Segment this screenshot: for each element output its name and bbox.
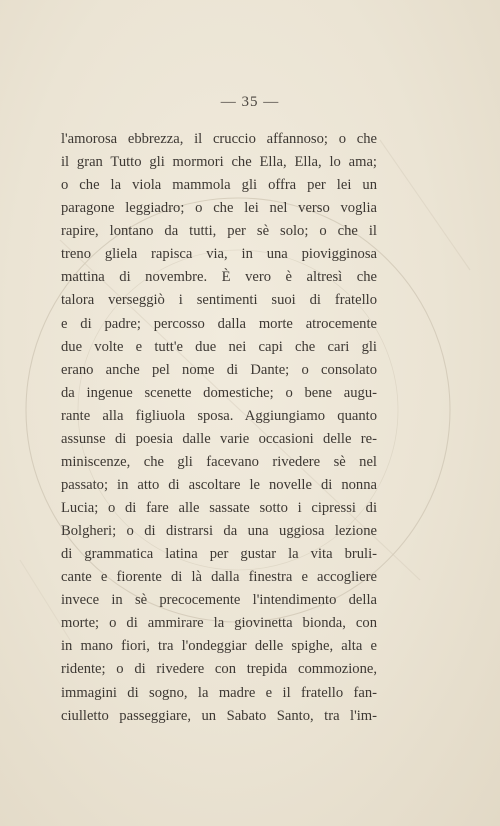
page-number: — 35 — xyxy=(220,94,280,110)
text-line: talora verseggiò i sentimenti suoi di fratello xyxy=(61,292,377,309)
text-line: in mano fiori, tra l'ondeggiar delle spighe, alta e xyxy=(61,638,377,655)
text-line: mattina di novembre. È vero è altresì che xyxy=(61,269,377,286)
text-line: due volte e tutt'e due nei capi che cari gli xyxy=(61,338,377,355)
text-line: invece in sè precocemente l'intendimento della xyxy=(61,592,377,609)
text-line: ridente; o di rivedere con trepida commozione, xyxy=(61,661,377,678)
text-line: e di padre; percosso dalla morte atrocemente xyxy=(61,315,377,332)
text-line: paragone leggiadro; o che lei nel verso voglia xyxy=(61,200,377,217)
text-line: Lucia; o di fare alle sassate sotto i cipressi di xyxy=(61,500,377,516)
text-line: o che la viola mammola gli offra per lei un xyxy=(61,177,377,194)
text-line: il gran Tutto gli mormori che Ella, Ella, lo ama; xyxy=(61,154,377,171)
text-line: passato; in atto di ascoltare le novelle di nonna xyxy=(61,476,377,493)
text-line: cante e fiorente di là dalla finestra e accogliere xyxy=(61,569,377,586)
text-line: rapire, lontano da tutti, per sè solo; o che il xyxy=(61,223,377,240)
text-line: miniscenze, che gli facevano rivedere sè nel xyxy=(61,453,377,470)
text-line: erano anche pel nome di Dante; o consolato xyxy=(61,361,377,378)
body-text xyxy=(61,128,377,728)
text-line: morte; o di ammirare la giovinetta bionda, con xyxy=(61,615,377,632)
text-line: di grammatica latina per gustar la vita bruli- xyxy=(61,546,377,563)
text-line: immagini di sogno, la madre e il fratello fan- xyxy=(61,684,377,701)
text-line: assunse di poesia dalle varie occasioni delle re- xyxy=(61,430,377,447)
text-line: da ingenue scenette domestiche; o bene augu- xyxy=(61,384,377,401)
text-line: l'amorosa ebbrezza, il cruccio affannoso; o che xyxy=(61,131,377,147)
text-line: rante alla figliuola sposa. Aggiungiamo quanto xyxy=(61,407,377,424)
text-line: treno gliela rapisca via, in una piovigginosa xyxy=(61,246,377,263)
text-line: ciulletto passeggiare, un Sabato Santo, tra l'im- xyxy=(61,707,377,724)
text-line: Bolgheri; o di distrarsi da una uggiosa lezione xyxy=(61,523,377,540)
